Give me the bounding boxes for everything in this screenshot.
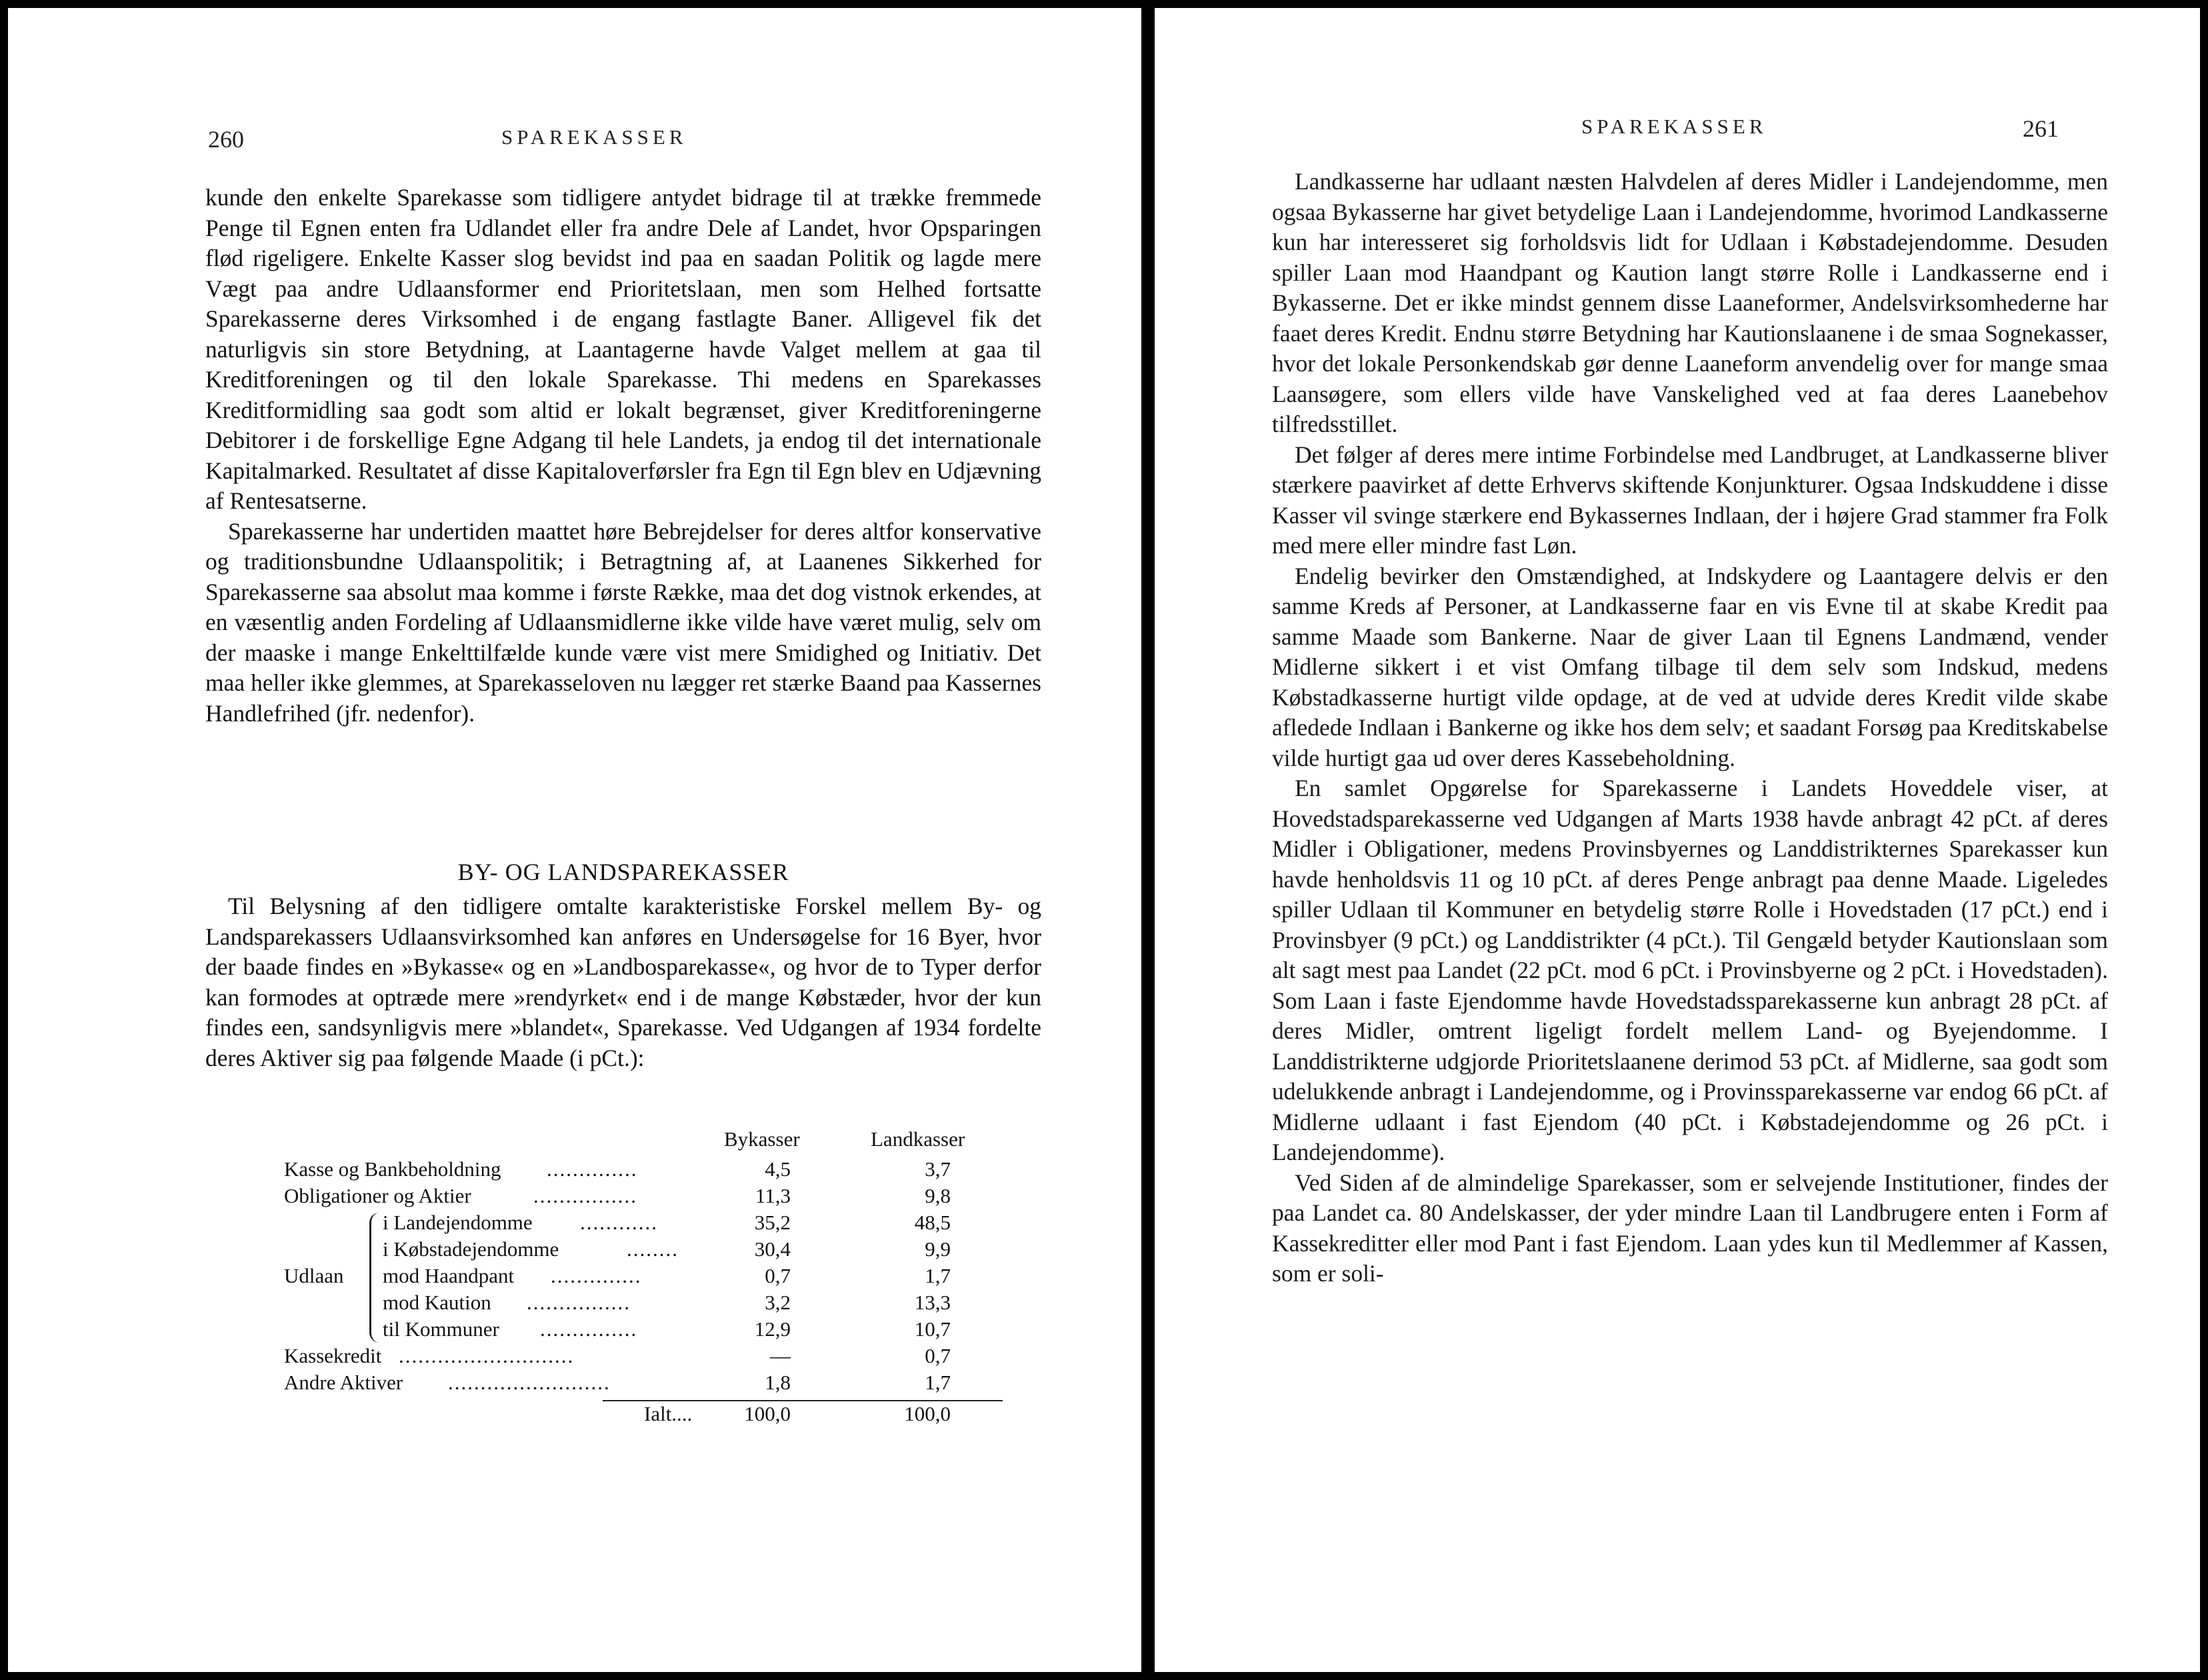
page-number: 260 — [208, 126, 244, 153]
paragraph: En samlet Opgørelse for Sparekasserne i Landets Hoveddele viser, at Hovedstadsparekasserne ved Udgangen af Marts 1938 havde anbragt 42 pCt. af deres Midler i Obligationer, medens Provinsbyernes og Landdistrikternes Sparekasser kun havde henholdsvis 11 og 10 pCt. af deres Penge anbragt paa denne Maade. Ligeledes spiller Udlaan til Kommuner en betydelig større Rolle i Hovedstaden (17 pCt.) end i Provinsbyer (9 pCt.) og Landdistrikter (4 pCt.). Til Gengæld betyder Kautionslaan som alt sagt mest paa Landet (22 pCt. mod 6 pCt. i Provinsbyerne og 2 pCt. i Hovedstaden). Som Laan i faste Ejendomme havde Hovedstadssparekasserne kun anbragt 28 pCt. af deres Midler, omtrent ligeligt fordelt mellem Land- og Byejendomme. I Landdistrikterne udgjorde Prioritetslaanene derimod 53 pCt. af Midlerne, saa godt som udelukkende anbragt i Landejendomme, og i Provinssparekasserne var endog 66 pCt. af Midlerne udlaant i fast Ejendom (40 pCt. i Købstadejendomme og 26 pCt. i Landejendomme). — [1272, 775, 2108, 1165]
row-label: mod Kaution — [383, 1291, 491, 1314]
right-page — [1155, 8, 2200, 1672]
leader-dots: .............. — [547, 1157, 638, 1181]
body-text-bottom — [205, 891, 1041, 1073]
page-number: 261 — [2023, 115, 2059, 142]
bykasser-value: 35,2 — [754, 1211, 791, 1234]
leader-dots: ........ — [627, 1237, 679, 1261]
row-label: mod Haandpant — [383, 1264, 515, 1287]
paragraph: kunde den enkelte Sparekasse som tidligere antydet bidrage til at trække fremmede Penge til Egnen enten fra Udlandet eller fra andre Dele af Landet, hvor Opsparingen flød rigeligere. Enkelte Kasser slog bevidst ind paa en saadan Politik og lagde mere Vægt paa andre Udlaansformer end Prioritetslaan, men som Helhed fortsatte Sparekasserne deres Virksomhed i de engang fastlagte Baner. Alligevel fik det naturligvis sin store Betydning, at Laantagerne havde Valget mellem at gaa til Kreditforeningen og til den lokale Sparekasse. Thi medens en Sparekasses Kreditformidling saa godt som altid er lokalt begrænset, giver Kreditforeningerne Debitorer i de forskellige Egne Adgang til hele Landets, ja endog til det internationale Kapitalmarked. Resultatet af disse Kapitaloverførsler fra Egn til Egn blev en Udjævning af Rentesatserne. — [205, 184, 1041, 514]
row-label: Obligationer og Aktier — [284, 1184, 471, 1207]
leader-dots: ......................... — [448, 1371, 611, 1394]
table-row — [284, 1183, 991, 1209]
row-label: Andre Aktiver — [284, 1371, 403, 1394]
table-row — [284, 1209, 991, 1236]
bykasser-value: 0,7 — [765, 1264, 791, 1287]
bykasser-value: 30,4 — [754, 1237, 791, 1261]
bykasser-value: 4,5 — [765, 1157, 791, 1181]
landkasser-value: 1,7 — [925, 1371, 951, 1394]
total-label: Ialt.... — [644, 1402, 693, 1425]
udlaan-group-label: Udlaan — [284, 1264, 344, 1287]
landkasser-value: 3,7 — [925, 1157, 951, 1181]
landkasser-value: 9,9 — [925, 1237, 951, 1261]
section-heading: BY- OG LANDSPAREKASSER — [457, 859, 789, 885]
column-header-landkasser: Landkasser — [871, 1127, 965, 1151]
bykasser-value: 11,3 — [755, 1184, 791, 1207]
landkasser-value: 0,7 — [925, 1344, 951, 1367]
bykasser-value: 3,2 — [765, 1291, 791, 1314]
landkasser-value: 13,3 — [914, 1291, 951, 1314]
running-head: SPAREKASSER — [501, 125, 687, 149]
bykasser-value: 1,8 — [765, 1371, 791, 1394]
column-header-bykasser: Bykasser — [724, 1127, 800, 1151]
leader-dots: ........................... — [399, 1344, 575, 1367]
landkasser-value: 10,7 — [914, 1317, 951, 1341]
row-label: i Landejendomme — [383, 1211, 533, 1234]
bykasser-value: — — [770, 1344, 791, 1367]
table-row — [284, 1263, 991, 1289]
paragraph: Landkasserne har udlaant næsten Halvdelen af deres Midler i Landejendomme, men ogsaa Bykasserne har givet betydelige Laan i Landejendomme, hvorimod Landkasserne kun har interesseret sig forholdsvis lidt for Udlaan i Købstadejendomme. Desuden spiller Laan mod Haandpant og Kaution langt større Rolle i Landkasserne end i Bykasserne. Det er ikke mindst gennem disse Laaneformer, Andelsvirksomhederne har faaet deres Kredit. Endnu større Betydning har Kautionslaanene i de smaa Sognekasser, hvor det lokale Personkendskab gør denne Laaneform anvendelig over for mange smaa Laansøgere, som ellers vilde have Vanskelighed ved at faa deres Laanebehov tilfredsstillet. — [1272, 168, 2108, 437]
leader-dots: ................ — [533, 1184, 637, 1207]
left-page — [8, 8, 1141, 1672]
paragraph: Det følger af deres mere intime Forbindelse med Landbruget, at Landkasserne bliver stærkere paavirket af dette Erhvervs skiftende Konjunkturer. Ogsaa Indskuddene i disse Kasser vil svinge stærkere end Bykassernes Indlaan, der i højere Grad stammer fra Folk med mere eller mindre fast Løn. — [1272, 441, 2108, 559]
body-text-top — [205, 183, 1041, 729]
row-label: Kassekredit — [284, 1344, 382, 1367]
paragraph: Ved Siden af de almindelige Sparekasser, som er selvejende Institutioner, findes der paa Landet ca. 80 Andelskasser, der yder mindre Laan til Landbrugere enten i Form af Kassekreditter eller mod Pant i fast Ejendom. Laan ydes kun til Medlemmer af Kassen, som er soli- — [1272, 1169, 2108, 1287]
row-label: til Kommuner — [383, 1317, 499, 1341]
body-text — [1272, 167, 2108, 1289]
leader-dots: ............... — [540, 1317, 638, 1341]
leader-dots: ............ — [580, 1211, 658, 1234]
bykasser-value: 12,9 — [754, 1317, 791, 1341]
table-row — [284, 1289, 991, 1316]
table-row — [284, 1236, 991, 1263]
paragraph: Endelig bevirker den Omstændighed, at Indskydere og Laantagere delvis er den samme Kreds af Personer, at Landkasserne faar en vis Evne til at skabe Kredit paa samme Maade som Bankerne. Naar de giver Laan til Egnens Landmænd, vender Midlerne sikkert i et vist Omfang tilbage til dem selv som Indskud, medens Købstadkasserne hurtigt vilde opdage, at de ved at udvide deres Kredit vilde skabe afledede Indlaan i Bankerne og ikke hos dem selv; et saadant Forsøg paa Kreditskabelse vilde hurtigt gaa ud over deres Kassebeholdning. — [1272, 562, 2108, 771]
landkasser-value: 1,7 — [925, 1264, 951, 1287]
assets-table — [284, 1126, 1004, 1433]
leader-dots: ................ — [527, 1291, 631, 1314]
leader-dots: .............. — [551, 1264, 642, 1287]
bykasser-total: 100,0 — [744, 1402, 791, 1425]
table-total-row — [284, 1401, 991, 1427]
paragraph: Til Belysning af den tidligere omtalte karakteristiske Forskel mellem By- og Landsparekassers Udlaansvirksomhed kan anføres en Undersøgelse for 16 Byer, hvor der baade findes en »Bykasse« og en »Landbosparekasse«, og hvor de to Typer derfor kan formodes at optræde mere »rendyrket« end i de mange Købstæder, hvor der kun findes een, sandsynligvis mere »blandet«, Sparekasse. Ved Udgangen af 1934 fordelte deres Aktiver sig paa følgende Maade (i pCt.): — [205, 893, 1041, 1071]
landkasser-total: 100,0 — [904, 1402, 951, 1425]
table-row — [284, 1343, 991, 1369]
table-row — [284, 1369, 991, 1396]
table-row — [284, 1156, 991, 1183]
row-label: i Købstadejendomme — [383, 1237, 559, 1261]
paragraph: Sparekasserne har undertiden maattet høre Bebrejdelser for deres altfor konservative og traditionsbundne Udlaanspolitik; i Betragtning af, at Laanenes Sikkerhed for Sparekasserne saa absolut maa komme i første Række, maa det dog vistnok erkendes, at en væsentlig anden Fordeling af Udlaansmidlerne ikke vilde have været mulig, selv om der maaske i mange Enkelttilfælde kunde være vist mere Smidighed og Initiativ. Det maa heller ikke glemmes, at Sparekasseloven nu lægger ret stærke Baand paa Kassernes Handlefrihed (jfr. nedenfor). — [205, 517, 1041, 727]
row-label: Kasse og Bankbeholdning — [284, 1157, 501, 1181]
running-head: SPAREKASSER — [1581, 115, 1767, 138]
landkasser-value: 48,5 — [914, 1211, 951, 1234]
table-row — [284, 1316, 991, 1343]
landkasser-value: 9,8 — [925, 1184, 951, 1207]
